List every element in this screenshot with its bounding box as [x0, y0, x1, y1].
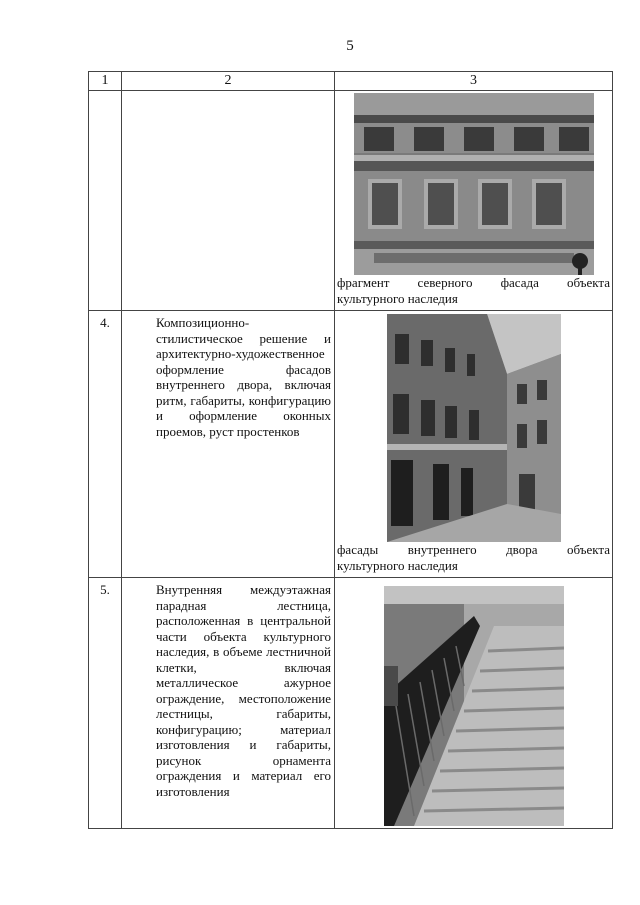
- column-header-1: 1: [89, 72, 122, 91]
- column-header-2: 2: [122, 72, 335, 91]
- row-description: [122, 91, 335, 311]
- photo-cell: [335, 578, 613, 829]
- table-row: [89, 311, 613, 578]
- heritage-table: [88, 71, 613, 829]
- row-number: 4.: [89, 311, 122, 578]
- photo-caption: фасады внутреннего двора объекта культурного наследия: [337, 542, 610, 573]
- table-header-row: [89, 72, 613, 91]
- courtyard-facades-photo-icon: [387, 314, 561, 542]
- row-number: 5.: [89, 578, 122, 829]
- page-number: 5: [346, 38, 354, 54]
- column-header-3: 3: [335, 72, 613, 91]
- photo-cell: [335, 311, 613, 578]
- table-row: [89, 578, 613, 829]
- row-description: Внутренняя междуэтажная парадная лестница, расположенная в центральной части объекта культурного наследия, в объеме лестничной клетки, включая металлическое ажурное ограждение, местоположение лестницы, габариты, конфигурацию; материал изготовления и габариты, рисунок орнамента ограждения и материал его изготовления: [122, 578, 335, 829]
- row-number: [89, 91, 122, 311]
- table-row: [89, 91, 613, 311]
- north-facade-photo-icon: [354, 93, 594, 275]
- row-description: Композиционно-стилистическое решение и архитектурно-художественное оформление фасадов внутреннего двора, включая ритм, габариты, конфигурацию и оформление оконных проемов, руст простенков: [122, 311, 335, 578]
- photo-caption: фрагмент северного фасада объекта культурного наследия: [337, 275, 610, 306]
- staircase-photo-icon: [384, 586, 564, 826]
- photo-cell: [335, 91, 613, 311]
